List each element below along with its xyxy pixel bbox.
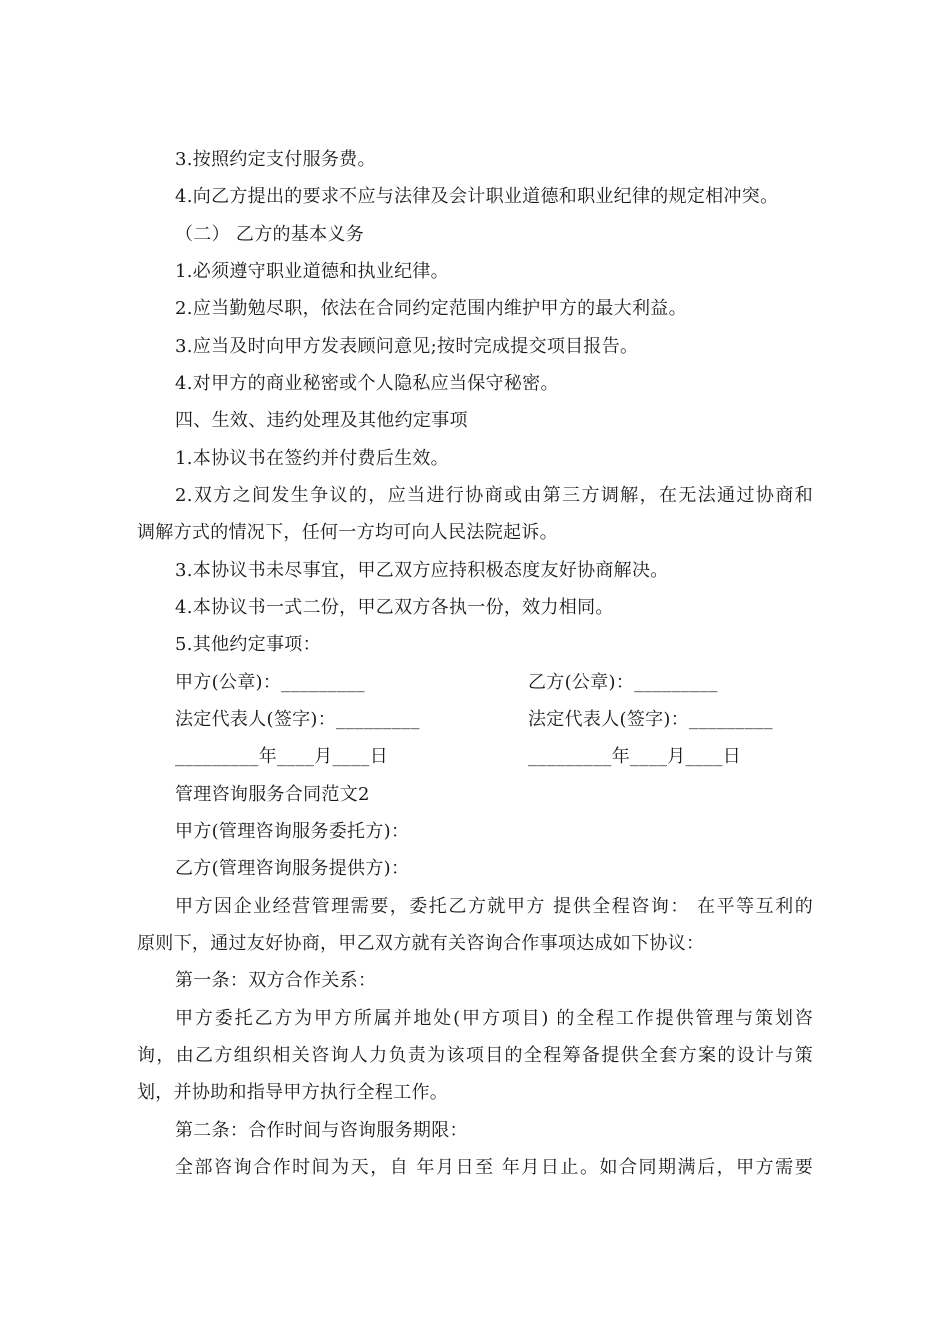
paragraph-line: 调解方式的情况下，任何一方均可向人民法院起诉。	[137, 522, 558, 543]
paragraph-line: 3.本协议书未尽事宜，甲乙双方应持积极态度友好协商解决。	[175, 560, 669, 581]
paragraph-line: 乙方(管理咨询服务提供方)：	[175, 858, 410, 879]
paragraph-line: 3.按照约定支付服务费。	[175, 149, 376, 170]
paragraph-line: 询，由乙方组织相关咨询人力负责为该项目的全程筹备提供全套方案的设计与策	[137, 1045, 813, 1066]
document-title: 管理咨询服务合同范文2	[175, 784, 370, 805]
section-heading: 四、生效、违约处理及其他约定事项	[175, 410, 468, 431]
section-heading: 第二条：合作时间与咨询服务期限：	[175, 1120, 468, 1141]
paragraph-line: 2.应当勤勉尽职，依法在合同约定范围内维护甲方的最大利益。	[175, 298, 687, 319]
party-b-date-field: _________年____月____日	[528, 746, 741, 767]
paragraph-line: 全部咨询合作时间为天，自 年月日至 年月日止。如合同期满后，甲方需要	[175, 1157, 813, 1178]
paragraph-line: 4.本协议书一式二份，甲乙双方各执一份，效力相同。	[175, 597, 614, 618]
paragraph-line: 1.本协议书在签约并付费后生效。	[175, 448, 449, 469]
paragraph-line: 甲方(管理咨询服务委托方)：	[175, 821, 410, 842]
paragraph-line: 甲方因企业经营管理需要，委托乙方就甲方 提供全程咨询： 在平等互利的	[175, 896, 813, 917]
paragraph-line: 1.必须遵守职业道德和执业纪律。	[175, 261, 449, 282]
paragraph-line: 2.双方之间发生争议的，应当进行协商或由第三方调解，在无法通过协商和	[175, 485, 813, 506]
section-heading: 第一条：双方合作关系：	[175, 970, 377, 991]
paragraph-line: 原则下，通过友好协商，甲乙双方就有关咨询合作事项达成如下协议：	[137, 933, 705, 954]
party-a-representative-field: 法定代表人(签字)：_________	[175, 709, 420, 730]
section-heading: （二） 乙方的基本义务	[175, 224, 365, 245]
party-a-date-field: _________年____月____日	[175, 746, 388, 767]
paragraph-line: 4.向乙方提出的要求不应与法律及会计职业道德和职业纪律的规定相冲突。	[175, 186, 779, 207]
paragraph-line: 5.其他约定事项：	[175, 634, 321, 655]
party-b-representative-field: 法定代表人(签字)：_________	[528, 709, 773, 730]
paragraph-line: 划，并协助和指导甲方执行全程工作。	[137, 1082, 449, 1103]
paragraph-line: 4.对甲方的商业秘密或个人隐私应当保守秘密。	[175, 373, 559, 394]
paragraph-line: 3.应当及时向甲方发表顾问意见;按时完成提交项目报告。	[175, 336, 639, 357]
party-b-seal-field: 乙方(公章)：_________	[528, 672, 718, 693]
party-a-seal-field: 甲方(公章)：_________	[175, 672, 365, 693]
paragraph-line: 甲方委托乙方为甲方所属并地处(甲方项目) 的全程工作提供管理与策划咨	[175, 1008, 813, 1029]
